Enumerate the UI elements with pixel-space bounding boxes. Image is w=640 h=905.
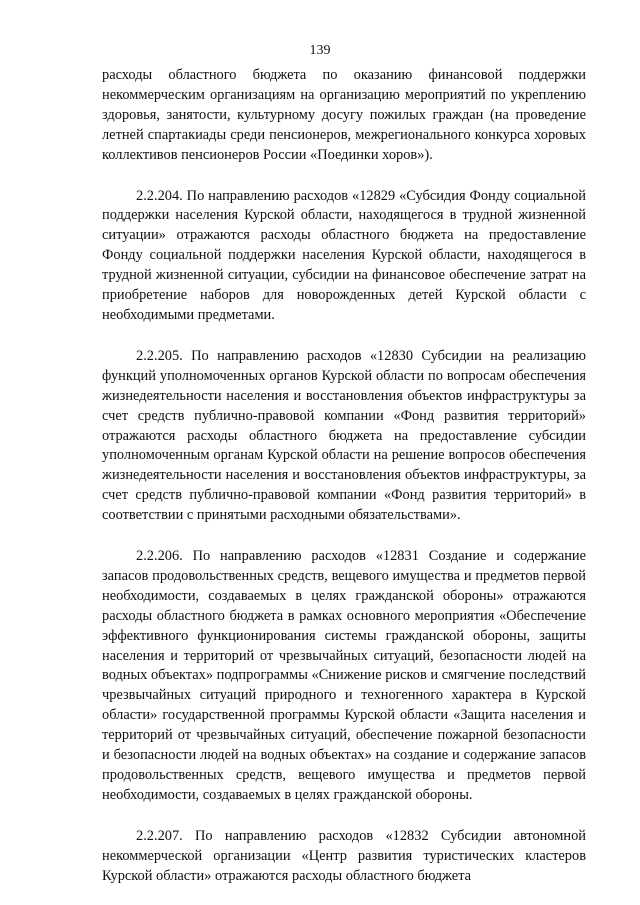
paragraph-2-2-207: 2.2.207. По направлению расходов «12832 Субсидии автономной некоммерческой организации «Центр развития туристических кластеров Курской области» отражаются расходы областного бюджета [102,827,586,884]
document-body [102,66,586,887]
paragraph-2-2-204: 2.2.204. По направлению расходов «12829 «Субсидия Фонду социальной поддержки населения Курской области, находящегося в трудной жизненной ситуации» отражаются расходы областного бюджета на предоставление Фонду социальной поддержки населения Курской области, находящегося в трудной жизненной ситуации, субсидии на финансовое обеспечение затрат на приобретение наборов для новорожденных детей Курской области с необходимыми предметами. [102,187,586,323]
paragraph-continuation: расходы областного бюджета по оказанию финансовой поддержки некоммерческим организациям на организацию мероприятий по укреплению здоровья, занятости, культурному досугу пожилых граждан (на проведение летней спартакиады среди пенсионеров, межрегионального конкурса хоровых коллективов пенсионеров России «Поединки хоров»). [102,67,586,163]
page-number: 139 [309,43,331,58]
paragraph-2-2-206: 2.2.206. По направлению расходов «12831 Создание и содержание запасов продовольственных средств, вещевого имущества и предметов первой необходимости, создаваемых в целях гражданской обороны» отражаются расходы областного бюджета в рамках основного мероприятия «Обеспечение эффективного функционирования системы гражданской обороны, защиты населения и территорий от чрезвычайных ситуаций, безопасности людей на водных объектах» подпрограммы «Снижение рисков и смягчение последствий чрезвычайных ситуаций природного и техногенного характера в Курской области» государственной программы Курской области «Защита населения и территорий от чрезвычайных ситуаций, обеспечение пожарной безопасности и безопасности людей на водных объектах» на создание и содержание запасов продовольственных средств, вещевого имущества и предметов первой необходимости, создаваемых в целях гражданской обороны. [102,548,586,803]
paragraph-2-2-205: 2.2.205. По направлению расходов «12830 Субсидии на реализацию функций уполномоченных органов Курской области по вопросам обеспечения жизнедеятельности населения и восстановления объектов инфраструктуры за счет средств публично-правовой компании «Фонд развития территорий» отражаются расходы областного бюджета на предоставление субсидии уполномоченным органам Курской области на решение вопросов обеспечения жизнедеятельности населения и восстановления объектов инфраструктуры, за счет средств публично-правовой компании «Фонд развития территорий» в соответствии с принятыми расходными обязательствами». [102,347,586,524]
